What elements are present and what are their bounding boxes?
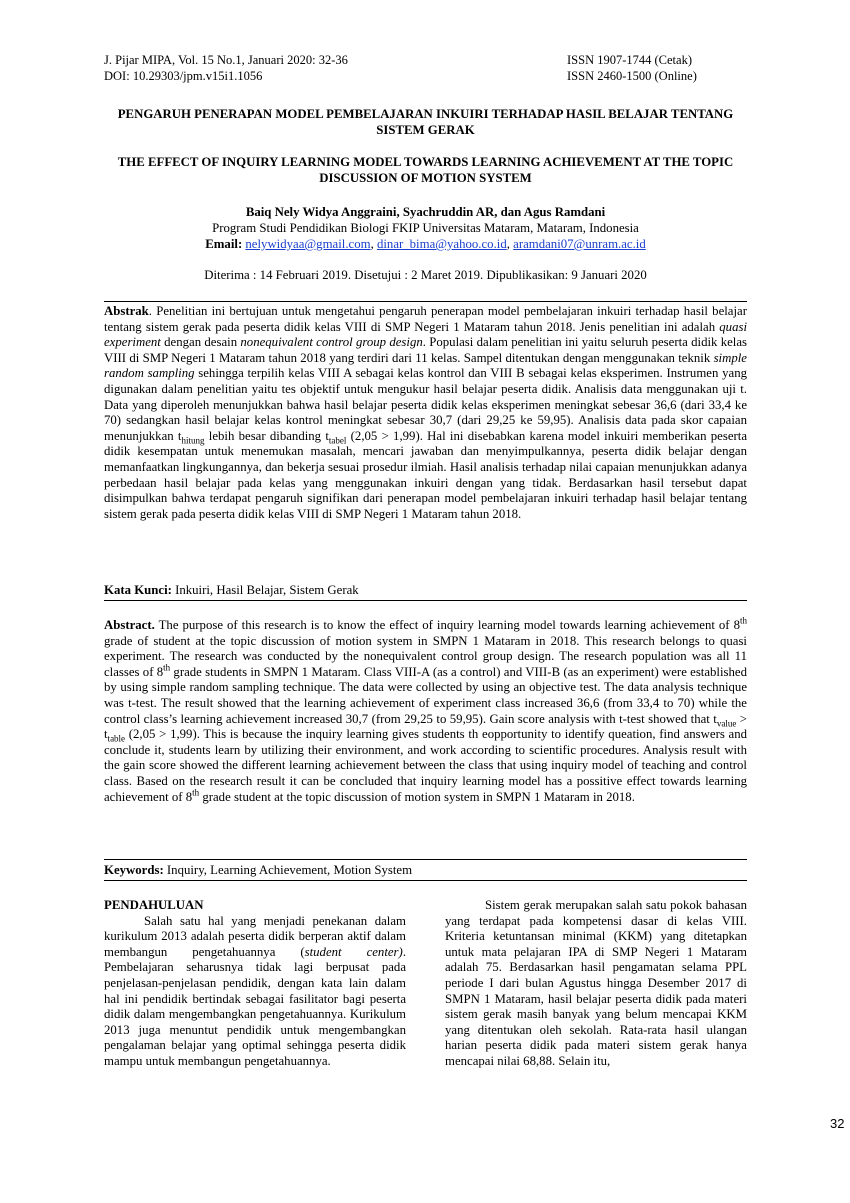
abstrak-text: lebih besar dibanding t — [204, 428, 329, 443]
abstract-subscript: table — [107, 733, 126, 744]
section-heading: PENDAHULUAN — [104, 898, 204, 912]
abstract-english — [104, 615, 747, 805]
abstract-text: grade of student at the topic discussion of motion system in SMPN 1 Mataram in 2018. This research belongs to quasi experiment. The research was conducted by the nonequivalent control group design. The research population was all 11 classes of 8 — [104, 633, 747, 679]
abstrak-label: Abstrak — [104, 304, 149, 318]
abstrak-italic: simple random sampling — [104, 350, 747, 381]
page-number: 32 — [830, 1116, 845, 1131]
divider-top — [104, 301, 747, 302]
issn-print: ISSN 1907-1744 (Cetak) — [567, 53, 692, 67]
abstrak-text: (2,05 > 1,99). Hal ini disebabkan karena model inkuiri memberikan peserta didik kesempatan untuk menemukan masalah, mencari jawaban dan menyimpulkannya, peserta didik belajar dengan memanfaatkan lingkungannya, dan bekerja sesuai prosedur ilmiah. Hasil analisis terhadap nilai capaian menunjukkan adanya perbedaan hasil belajar pada kelas yang menggunakan inkuiri dengan yang tidak. Berdasarkan hasil tersebut dapat disimpulkan bahwa terdapat pengaruh signifikan dari penerapan model pembelajaran inkuiri terhadap hasil belajar tentang sistem gerak pada peserta didik kelas VIII di SMP Negeri 1 Mataram tahun 2018. — [104, 428, 747, 521]
header-left — [104, 52, 348, 84]
body-column-left — [104, 898, 406, 1070]
email-label: Email: — [205, 237, 243, 251]
body-paragraph: Salah satu hal yang menjadi penekanan dalam kurikulum 2013 adalah peserta didik berperan aktif dalam membangun pengetahuannya (student center). Pembelajaran seharusnya tidak lagi berpusat pada penjelasan-penjelasan pendidik, dengan kata lain dalam hal ini pendidik bertindak sebagai fasilitator bagi peserta didik dalam mengembangkan pengetahuannya. Kurikulum 2013 juga menuntut pendidik untuk mengembangkan pengalaman belajar yang optimal sehingga peserta didik mampu untuk membangun pengetahuannya. — [104, 913, 407, 1068]
abstract-indonesian — [104, 304, 747, 522]
journal-citation: J. Pijar MIPA, Vol. 15 No.1, Januari 2020: 32-36 — [104, 53, 348, 67]
keywords-label: Keywords: — [104, 863, 164, 877]
abstrak-text: dengan desain — [160, 335, 241, 350]
keywords-text: Inquiry, Learning Achievement, Motion System — [163, 863, 413, 877]
abstrak-subscript: tabel — [328, 435, 347, 446]
title-english: THE EFFECT OF INQUIRY LEARNING MODEL TOWARDS LEARNING ACHIEVEMENT AT THE TOPIC DISCUSSION OF MOTION SYSTEM — [117, 155, 734, 185]
title-indonesian: PENGARUH PENERAPAN MODEL PEMBELAJARAN INKUIRI TERHADAP HASIL BELAJAR TENTANG SISTEM GERAK — [117, 107, 734, 137]
body-paragraph: Sistem gerak merupakan salah satu pokok bahasan yang terdapat pada kompetensi dasar di kelas VIII. Kriteria ketuntansan minimal (KKM) yang ditetapkan untuk mata pelajaran IPA di SMP Negeri 1 Mataram adalah 75. Berdasarkan hasil pengamatan selama PPL periode I dari bulan Agustus hingga Desember 2017 di SMPN 1 Mataram, hasil belajar peserta didik pada materi sistem gerak masih banyak yang belum mencapai KKM yang ditentukan oleh sekolah. Rata-rata hasil ulangan harian peserta didik pada materi sistem gerak hanya mencapai nilai 68,88. Selain itu, — [445, 898, 747, 1068]
abstract-superscript: th — [739, 615, 747, 626]
abstract-superscript: th — [163, 662, 171, 673]
kata-kunci-label: Kata Kunci: — [104, 583, 172, 597]
abstract-text: grade student at the topic discussion of motion system in SMPN 1 Mataram in 2018. — [199, 789, 635, 804]
keywords — [104, 863, 747, 879]
divider-keywords-top — [104, 859, 747, 860]
abstrak-italic: quasi experiment — [104, 319, 747, 350]
affiliation: Program Studi Pendidikan Biologi FKIP Universitas Mataram, Mataram, Indonesia — [212, 221, 639, 235]
submission-dates: Diterima : 14 Februari 2019. Disetujui : 2 Maret 2019. Dipublikasikan: 9 Januari 2020 — [204, 268, 647, 282]
author-block — [104, 204, 747, 252]
abstrak-subscript: hitung — [181, 435, 205, 446]
issn-online: ISSN 2460-1500 (Online) — [567, 69, 697, 83]
kata-kunci-text: Inkuiri, Hasil Belajar, Sistem Gerak — [171, 583, 359, 597]
header-right — [567, 52, 697, 84]
abstract-subscript: value — [716, 718, 737, 729]
abstract-text: (2,05 > 1,99). This is because the inquiry learning gives students th eopportunity to identify queation, find answers and conclude it, students learn by utilizing their environment, and work according to scientific procedures. Analysis result with the gain score showed the different learning achievement between the class that using inquiry model of teaching and control class. Based on the research result it can be concluded that inquiry learning model has a possitive effect towards learning achievement of 8 — [104, 727, 747, 804]
kata-kunci — [104, 583, 747, 599]
email-link-2[interactable]: dinar_bima@yahoo.co.id — [376, 237, 507, 251]
divider-middle — [104, 600, 747, 601]
email-link-1[interactable]: nelywidyaa@gmail.com — [245, 237, 371, 251]
abstract-label: Abstract. — [104, 618, 155, 632]
abstract-text: The purpose of this research is to know the effect of inquiry learning model towards learning achievement of 8 — [154, 618, 740, 632]
abstract-text: > t — [104, 711, 747, 742]
body-column-right — [445, 898, 747, 1070]
divider-keywords-bottom — [104, 880, 747, 881]
abstrak-italic: nonequivalent control group design — [240, 335, 423, 350]
abstract-text: grade students in SMPN 1 Mataram. Class VIII-A (as a control) and VIII-B (as an experiment) were established by using simple random sampling technique. The data were collected by using an objective test. The data analysis technique was t-test. The result showed that the learning achievement of experiment class increased 36,6 (from 33,4 to 70) while the control class’s learning achievement increased 30,7 (from 29,25 to 59,95). Gain score analysis with t-test showed that t — [104, 664, 747, 726]
author-names: Baiq Nely Widya Anggraini, Syachruddin AR, dan Agus Ramdani — [245, 205, 606, 219]
abstrak-text: sehingga terpilih kelas VIII A sebagai kelas kontrol dan VIII B sebagai kelas eksperimen. Instrumen yang digunakan dalam penelitian yaitu tes objektif untuk mengukur hasil belajar peserta didik. Analisis data menggunakan uji t. Data yang diperoleh menunjukkan bahwa hasil belajar peserta didik kelas eksperimen meningkat sebesar 36,6 (dari 33,4 ke 70) sedangkan hasil belajar kelas kontrol meningkat sebesar 30,7 (dari 29,25 ke 59,95). Analisis data pada skor capaian menunjukkan t — [104, 366, 747, 443]
email-link-3[interactable]: aramdani07@unram.ac.id — [513, 237, 646, 251]
doi: DOI: 10.29303/jpm.v15i1.1056 — [104, 69, 263, 83]
abstract-superscript: th — [192, 787, 200, 798]
abstrak-text: . Penelitian ini bertujuan untuk mengetahui pengaruh penerapan model pembelajaran inkuiri terhadap hasil belajar tentang sistem gerak pada peserta didik kelas VIII di SMP Negeri 1 Mataram tahun 2018. Jenis penelitian ini adalah — [104, 304, 747, 334]
email-line: Email: nelywidyaa@gmail.com, dinar_bima@yahoo.co.id, aramdani07@unram.ac.id — [205, 237, 646, 251]
abstrak-text: . Populasi dalam penelitian ini yaitu seluruh peserta didik kelas VIII di SMP Negeri 1 Mataram tahun 2018 yang terdiri dari 11 kelas. Sampel ditentukan dengan menggunakan teknik — [104, 335, 748, 365]
